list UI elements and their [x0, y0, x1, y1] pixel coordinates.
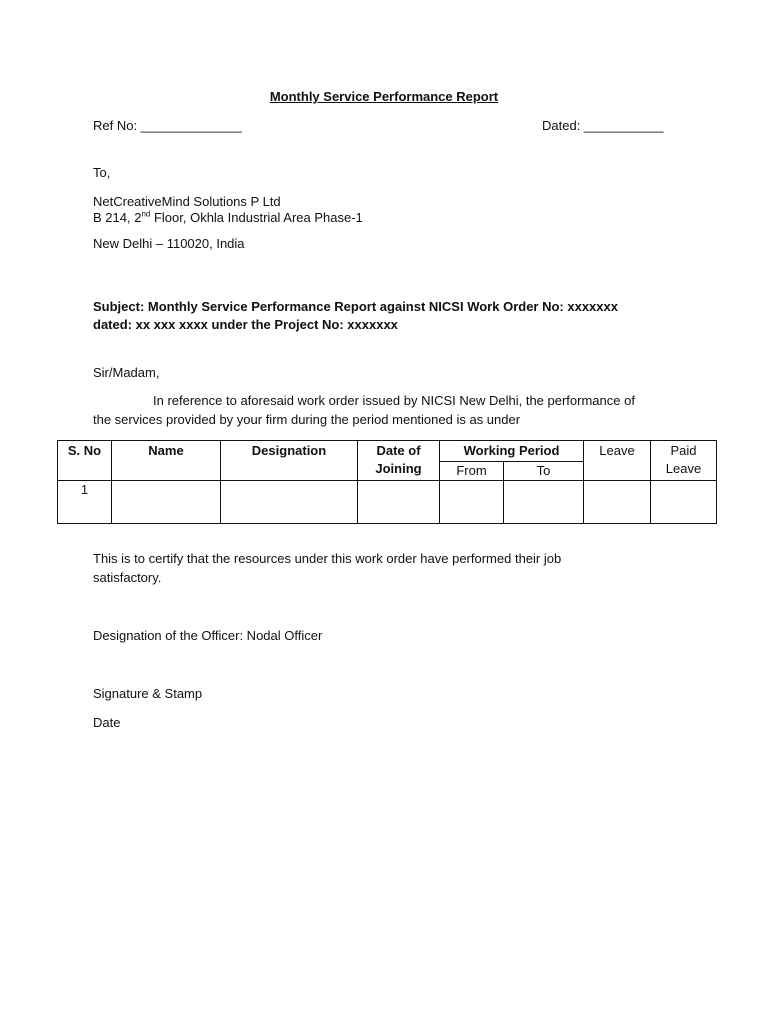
- cell-leave: [584, 481, 651, 524]
- subject-line2: dated: xx xxx xxxx under the Project No: xxxxxxx: [93, 317, 398, 332]
- certify-line1: This is to certify that the resources under this work order have performed their job: [93, 551, 562, 566]
- header-to: To: [504, 462, 584, 481]
- subject-line1: Subject: Monthly Service Performance Report against NICSI Work Order No: xxxxxxx: [93, 299, 618, 314]
- header-paid-leave-line1: Paid: [670, 443, 697, 458]
- cell-paid-leave: [651, 481, 717, 524]
- table-header-row: [58, 441, 717, 462]
- address-company: NetCreativeMind Solutions P Ltd: [93, 194, 281, 209]
- header-doj-line1: Date of: [376, 443, 421, 458]
- header-from: From: [440, 462, 504, 481]
- ref-no-field: Ref No: ______________: [93, 118, 242, 133]
- cell-doj: [358, 481, 440, 524]
- performance-table: [57, 440, 717, 524]
- header-name: Name: [112, 441, 221, 481]
- cell-sno: 1: [58, 481, 112, 524]
- cell-to: [504, 481, 584, 524]
- table-row: [58, 481, 717, 524]
- cell-from: [440, 481, 504, 524]
- address-line1-post: Floor, Okhla Industrial Area Phase-1: [150, 210, 363, 225]
- address-line1-sup: nd: [141, 209, 151, 219]
- address-line1-pre: B 214, 2: [93, 210, 142, 225]
- dated-field: Dated: ___________: [542, 118, 664, 133]
- cell-name: [112, 481, 221, 524]
- address-line2: New Delhi – 110020, India: [93, 236, 245, 251]
- header-working-period: Working Period: [440, 441, 584, 462]
- certify-line2: satisfactory.: [93, 570, 162, 585]
- header-sno: S. No: [58, 441, 112, 481]
- header-leave: Leave: [584, 441, 651, 481]
- body-line2: the services provided by your firm during the period mentioned is as under: [93, 412, 521, 427]
- header-date-of-joining: [358, 441, 440, 481]
- officer-designation: Designation of the Officer: Nodal Officer: [93, 628, 323, 643]
- header-paid-leave-line2: Leave: [665, 461, 702, 476]
- address-line1: [93, 209, 363, 227]
- report-title: Monthly Service Performance Report: [269, 89, 499, 104]
- cell-designation: [221, 481, 358, 524]
- header-designation: Designation: [221, 441, 358, 481]
- salutation: Sir/Madam,: [93, 365, 160, 380]
- header-paid-leave: [651, 441, 717, 481]
- date-label: Date: [93, 715, 121, 730]
- to-line: To,: [93, 165, 111, 180]
- signature-stamp: Signature & Stamp: [93, 686, 203, 701]
- header-doj-line2: Joining: [375, 461, 422, 476]
- body-line1: In reference to aforesaid work order issued by NICSI New Delhi, the performance of: [153, 393, 635, 408]
